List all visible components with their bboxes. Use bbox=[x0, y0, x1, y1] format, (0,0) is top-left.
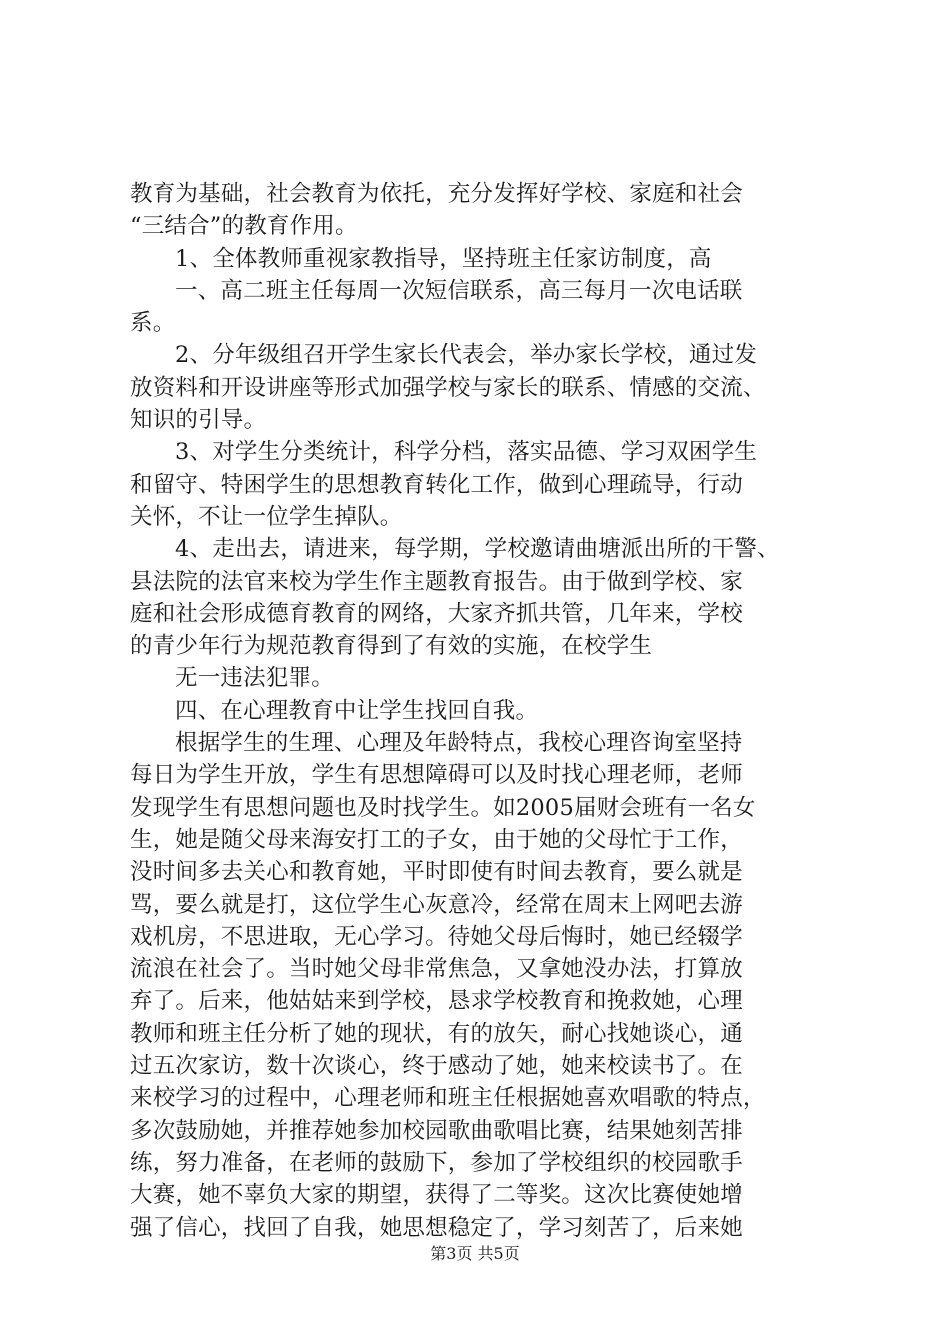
text-line: 1、全体教师重视家教指导，坚持班主任家访制度，高 bbox=[175, 245, 712, 272]
text-line: 知识的引导。 bbox=[130, 407, 267, 434]
text-line: 和留守、特困学生的思想教育转化工作，做到心理疏导，行动 bbox=[130, 471, 743, 498]
text-line: 过五次家访，数十次谈心，终于感动了她，她来校读书了。在 bbox=[130, 1053, 743, 1080]
text-line: “三结合”的教育作用。 bbox=[130, 213, 358, 240]
text-line: 四、在心理教育中让学生找回自我。 bbox=[175, 697, 539, 724]
document-body bbox=[130, 178, 830, 1244]
text-line: 一、高二班主任每周一次短信联系，高三每月一次电话联 bbox=[175, 277, 743, 304]
text-line: 骂，要么就是打，这位学生心灰意冷，经常在周末上网吧去游 bbox=[130, 891, 743, 918]
text-line: 无一违法犯罪。 bbox=[175, 665, 334, 692]
text-line: 大赛，她不辜负大家的期望，获得了二等奖。这次比赛使她增 bbox=[130, 1182, 743, 1209]
text-line: 生，她是随父母来海安打工的子女，由于她的父母忙于工作， bbox=[130, 826, 743, 853]
text-line: 练，努力准备，在老师的鼓励下，参加了学校组织的校园歌手 bbox=[130, 1149, 743, 1176]
text-line: 来校学习的过程中，心理老师和班主任根据她喜欢唱歌的特点， bbox=[130, 1085, 766, 1112]
page-footer: 第3页 共5页 bbox=[430, 1244, 520, 1263]
text-line: 多次鼓励她，并推荐她参加校园歌曲歌唱比赛，结果她刻苦排 bbox=[130, 1117, 743, 1144]
text-line: 2、分年级组召开学生家长代表会，举办家长学校，通过发 bbox=[175, 342, 758, 369]
text-line: 弃了。后来，他姑姑来到学校，恳求学校教育和挽救她，心理 bbox=[130, 988, 743, 1015]
text-line: 的青少年行为规范教育得到了有效的实施，在校学生 bbox=[130, 633, 653, 660]
text-line: 强了信心，找回了自我，她思想稳定了，学习刻苦了，后来她 bbox=[130, 1214, 743, 1241]
text-line: 放资料和开设讲座等形式加强学校与家长的联系、情感的交流、 bbox=[130, 374, 766, 401]
text-line: 流浪在社会了。当时她父母非常焦急，又拿她没办法，打算放 bbox=[130, 956, 743, 983]
text-line: 关怀，不让一位学生掉队。 bbox=[130, 503, 403, 530]
text-line: 4、走出去，请进来，每学期，学校邀请曲塘派出所的干警、 bbox=[175, 536, 780, 563]
text-line: 3、对学生分类统计，科学分档，落实品德、学习双困学生 bbox=[175, 439, 758, 466]
text-line: 县法院的法官来校为学生作主题教育报告。由于做到学校、家 bbox=[130, 568, 743, 595]
text-line: 教师和班主任分析了她的现状，有的放矢，耐心找她谈心，通 bbox=[130, 1020, 743, 1047]
text-line: 庭和社会形成德育教育的网络，大家齐抓共管，几年来，学校 bbox=[130, 600, 743, 627]
text-line: 教育为基础，社会教育为依托，充分发挥好学校、家庭和社会 bbox=[130, 181, 743, 207]
text-line: 每日为学生开放，学生有思想障碍可以及时找心理老师，老师 bbox=[130, 762, 743, 789]
text-line: 根据学生的生理、心理及年龄特点，我校心理咨询室坚持 bbox=[175, 730, 743, 757]
text-line: 戏机房，不思进取，无心学习。待她父母后悔时，她已经辍学 bbox=[130, 923, 743, 950]
text-line: 系。 bbox=[130, 310, 176, 337]
text-line: 没时间多去关心和教育她，平时即使有时间去教育，要么就是 bbox=[130, 859, 743, 886]
text-line: 发现学生有思想问题也及时找学生。如2005届财会班有一名女 bbox=[130, 794, 756, 821]
